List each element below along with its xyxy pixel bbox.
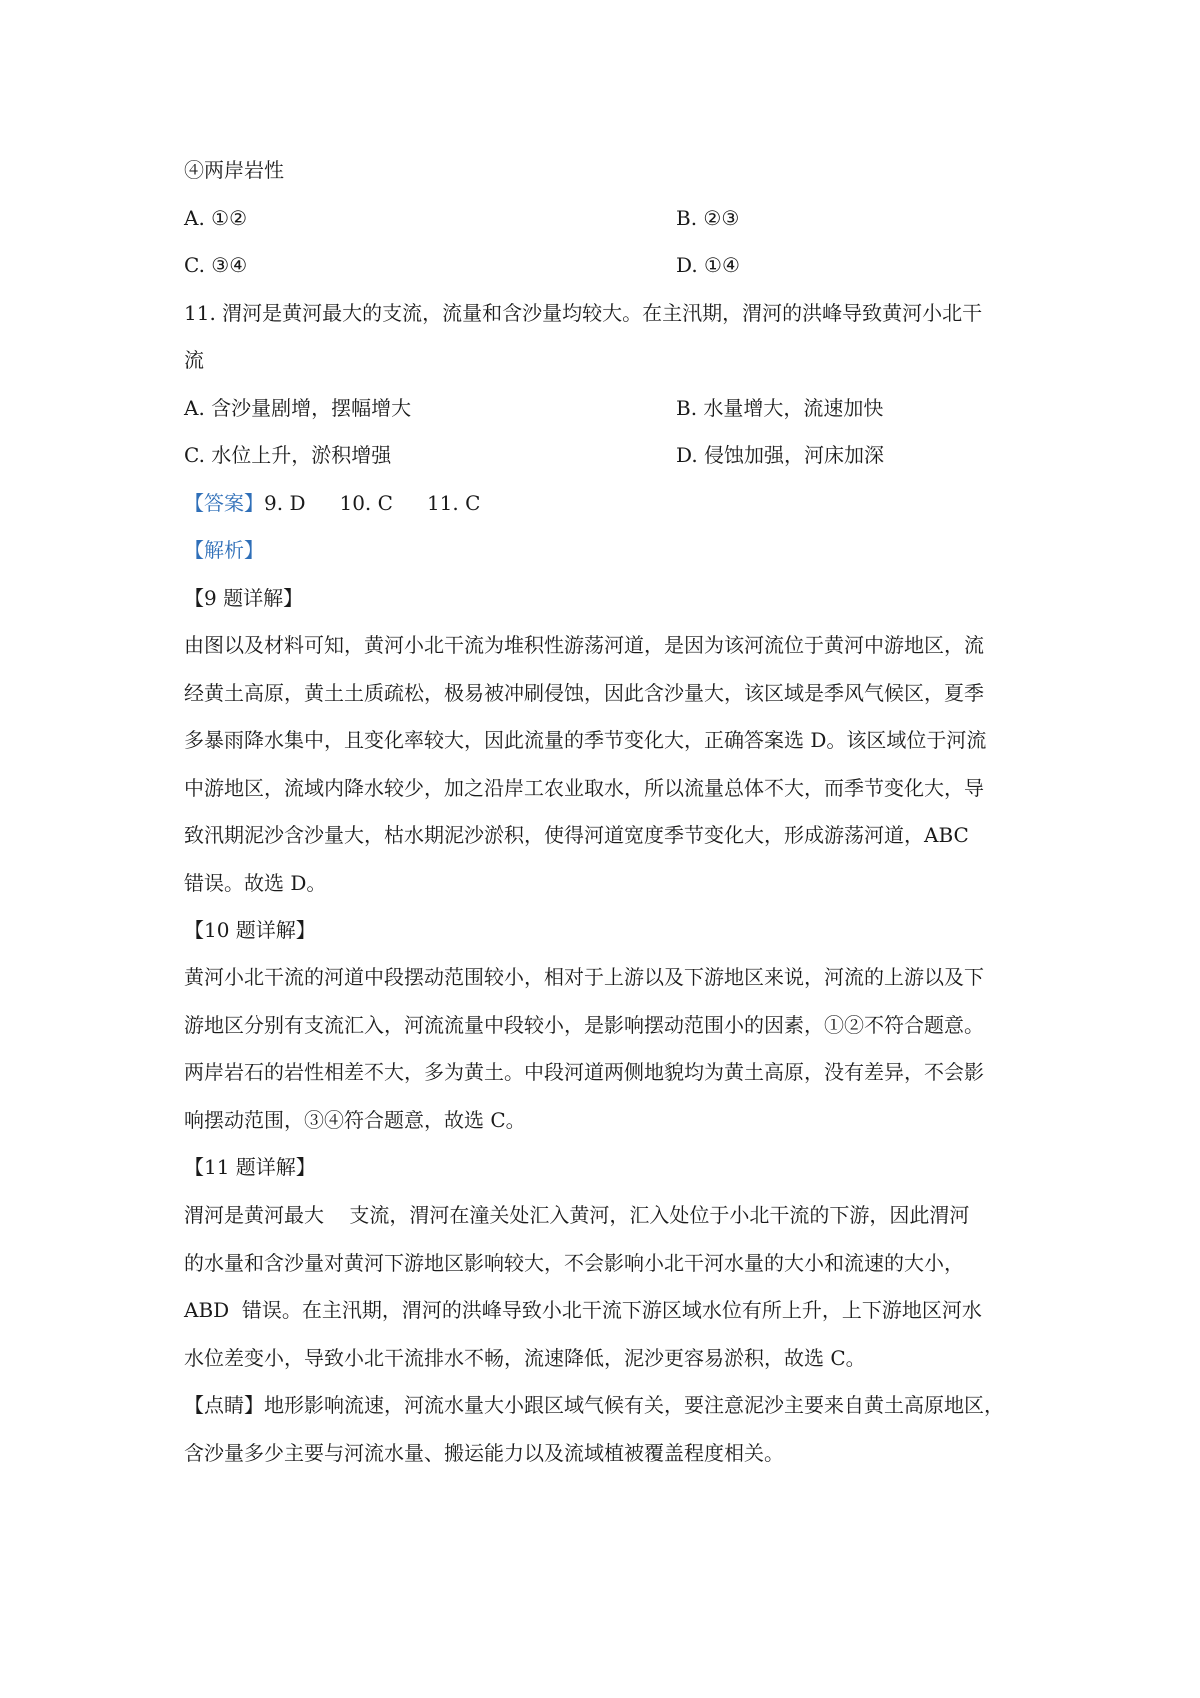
q10-detail-text [184, 963, 1024, 1153]
q9-detail-line: 多暴雨降水集中，且变化率较大，因此流量的季节变化大，正确答案选 D。该区域位于河流 [184, 728, 987, 753]
q11-option-c: C. 水位上升，淤积增强 [184, 443, 392, 467]
q10-detail-line: 黄河小北干流的河道中段摆动范围较小，相对于上游以及下游地区来说，河流的上游以及下 [184, 965, 984, 989]
tip-text: 地形影响流速，河流水量大小跟区域气候有关，要注意泥沙主要来自黄土高原地区， [264, 1393, 1004, 1417]
tip-label: 【点睛】 [184, 1393, 264, 1417]
answer-label: 【答案】 [184, 491, 264, 515]
q9-detail-line: 中游地区，流域内降水较少，加之沿岸工农业取水，所以流量总体不大，而季节变化大，导 [184, 775, 984, 800]
tip-line-1 [184, 1391, 1024, 1439]
tip-block [184, 1391, 1024, 1486]
q11-detail-line: ABD 错误。在主汛期，渭河的洪峰导致小北干流下游区域水位有所上升，上下游地区河水 [184, 1298, 982, 1323]
q9-detail-line: 致汛期泥沙含沙量大，枯水期泥沙淤积，使得河道宽度季节变化大，形成游荡河道，ABC [184, 823, 969, 848]
answer-q10: 10. C [339, 491, 393, 515]
tip-line-2: 含沙量多少主要与河流水量、搬运能力以及流域植被覆盖程度相关。 [184, 1440, 784, 1465]
q11-option-d: D. 侵蚀加强，河床加深 [676, 443, 885, 467]
q9-detail-title: 【9 题详解】 [184, 586, 304, 610]
q9-detail-line: 经黄土高原，黄土土质疏松，极易被冲刷侵蚀，因此含沙量大，该区域是季风气候区，夏季 [184, 680, 984, 705]
q10-option-d: D. ①④ [676, 253, 740, 277]
answer-q11: 11. C [426, 491, 481, 515]
q11-option-b: B. 水量增大，流速加快 [676, 396, 884, 420]
q10-option-b: B. ②③ [676, 206, 740, 230]
q11-detail-title: 【11 题详解】 [184, 1155, 316, 1179]
q10-option-c: C. ③④ [184, 253, 248, 277]
analysis-label: 【解析】 [184, 538, 264, 562]
q10-option-a: A. ①② [184, 206, 248, 230]
q9-detail-text [184, 631, 1024, 917]
answer-line [184, 489, 480, 517]
q11-stem-line1: 11. 渭河是黄河最大的支流，流量和含沙量均较大。在主汛期，渭河的洪峰导致黄河小北干 [184, 301, 983, 325]
q11-detail-line: 的水量和含沙量对黄河下游地区影响较大，不会影响小北干河水量的大小和流速的大小， [184, 1250, 964, 1275]
q11-stem-line2: 流 [184, 348, 204, 372]
q10-item-4: ④两岸岩性 [184, 158, 284, 182]
q11-option-a: A. 含沙量剧增，摆幅增大 [184, 396, 412, 420]
q11-detail-text [184, 1201, 1024, 1391]
q9-detail-line: 由图以及材料可知，黄河小北干流为堆积性游荡河道，是因为该河流位于黄河中游地区，流 [184, 633, 984, 657]
answer-q9: 9. D [264, 491, 306, 515]
q10-detail-line: 响摆动范围，③④符合题意，故选 C。 [184, 1107, 526, 1132]
q10-detail-line: 两岸岩石的岩性相差不大，多为黄土。中段河道两侧地貌均为黄土高原，没有差异，不会影 [184, 1060, 984, 1085]
q11-detail-line: 渭河是黄河最大 支流，渭河在潼关处汇入黄河，汇入处位于小北干流的下游，因此渭河 [184, 1203, 970, 1227]
q9-detail-line: 错误。故选 D。 [184, 870, 327, 895]
q11-detail-line: 水位差变小，导致小北干流排水不畅，流速降低，泥沙更容易淤积，故选 C。 [184, 1345, 866, 1370]
q10-detail-line: 游地区分别有支流汇入，河流流量中段较小，是影响摆动范围小的因素，①②不符合题意。 [184, 1012, 984, 1037]
q10-detail-title: 【10 题详解】 [184, 918, 316, 942]
